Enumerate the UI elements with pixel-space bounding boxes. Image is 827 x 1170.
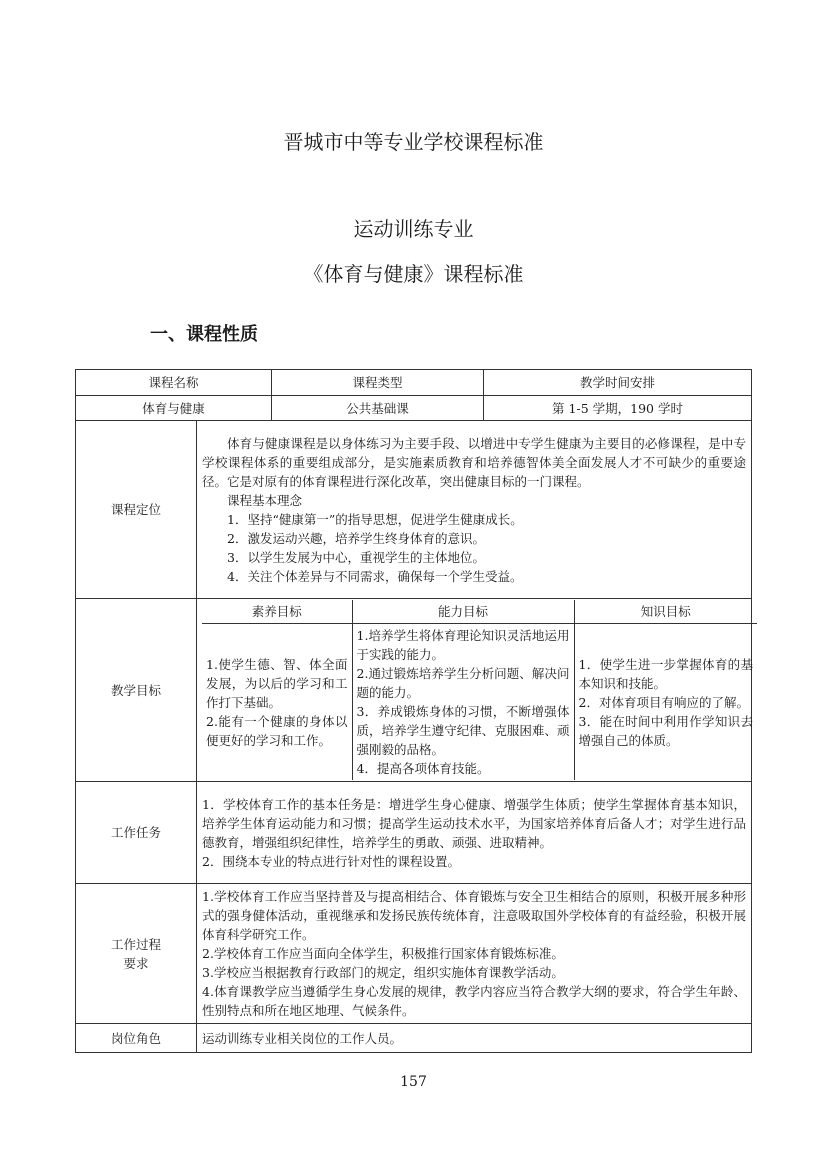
- section-heading-course-nature: 一、课程性质: [150, 324, 258, 345]
- label-positioning: 课程定位: [76, 421, 197, 599]
- goal-item: 1．使学生进一步掌握体育的基本知识和技能。: [578, 656, 753, 691]
- process-item: 1.学校体育工作应当坚持普及与提高相结合、体育锻炼与安全卫生相结合的原则，积极开展多种形式的强身健体活动，重视继承和发扬民族传统体育，注意吸取国外学校体育的有益经验，积极开展体育科学研究工作。: [202, 889, 747, 942]
- page-number: 157: [400, 1074, 427, 1090]
- cell-schedule: 第 1-5 学期，190 学时: [484, 396, 752, 421]
- table-row-tasks: [76, 782, 752, 884]
- course-title: 《体育与健康》课程标准: [303, 262, 524, 286]
- cell-literacy-goals: [202, 624, 352, 781]
- process-item: 4.体育课教学应当遵循学生身心发展的规律，教学内容应当符合教学大纲的要求，符合学生年龄、性别特点和所在地区地理、气候条件。: [202, 984, 747, 1018]
- label-process-line1: 工作过程: [110, 936, 161, 952]
- goal-item: 3．养成锻炼身体的习惯，不断增强体质，培养学生遵守纪律、克服困难、顽强刚毅的品格。: [356, 704, 570, 757]
- process-item: 2.学校体育工作应当面向全体学生，积极推行国家体育锻炼标准。: [202, 946, 564, 961]
- header-literacy-goals: 素养目标: [202, 600, 352, 624]
- table-row-course: [76, 396, 752, 421]
- cell-course-name: 体育与健康: [76, 396, 272, 421]
- concept-item: 2．激发运动兴趣，培养学生终身体育的意识。: [227, 530, 485, 546]
- course-table: [75, 369, 752, 1053]
- table-row-positioning: [76, 421, 752, 599]
- label-role: 岗位角色: [76, 1024, 197, 1053]
- document-title: 晋城市中等专业学校课程标准: [283, 130, 544, 154]
- concept-item: 1．坚持“健康第一”的指导思想，促进学生健康成长。: [227, 511, 523, 527]
- cell-tasks: [197, 782, 752, 884]
- process-item: 3.学校应当根据教育行政部门的规定，组织实施体育课教学活动。: [202, 965, 564, 980]
- header-schedule: 教学时间安排: [484, 370, 752, 396]
- table-header-row: [76, 370, 752, 396]
- major-name: 运动训练专业: [353, 217, 474, 241]
- goals-content-row: [202, 624, 757, 781]
- header-ability-goals: 能力目标: [352, 600, 574, 624]
- positioning-paragraph: 体育与健康课程是以身体练习为主要手段、以增进中专学生健康为主要目的必修课程，是中专学校课程体系的重要组成部分，是实施素质教育和培养德智体美全面发展人才不可缺少的重要途径。它是对原有的体育课程进行深化改革，突出健康目标的一门课程。: [202, 435, 747, 489]
- goal-item: 2.通过锻炼培养学生分析问题、解决问题的能力。: [356, 666, 570, 700]
- task-item: 1．学校体育工作的基本任务是：增进学生身心健康、增强学生体质；使学生掌握体育基本知识，培养学生体育运动能力和习惯；提高学生运动技术水平，为国家培养体育后备人才；对学生进行品德教育，增强组织纪律性，培养学生的勇敢、顽强、进取精神。: [202, 796, 747, 850]
- header-course-type: 课程类型: [272, 370, 484, 396]
- table-row-goals: [76, 599, 752, 782]
- goal-item: 2．对体育项目有响应的了解。: [578, 694, 749, 710]
- concept-title: 课程基本理念: [227, 492, 303, 508]
- cell-positioning: [197, 421, 752, 599]
- cell-goals: [197, 599, 752, 782]
- goals-subtable: [202, 600, 757, 780]
- goal-item: 1.使学生德、智、体全面发展，为以后的学习和工作打下基础。: [206, 656, 348, 710]
- header-knowledge-goals: 知识目标: [574, 600, 757, 624]
- cell-ability-goals: [352, 624, 574, 781]
- label-process-line2: 要求: [123, 955, 149, 971]
- cell-process: [197, 884, 752, 1024]
- table-row-process: [76, 884, 752, 1024]
- concept-item: 4．关注个体差异与不同需求，确保每一个学生受益。: [227, 568, 523, 584]
- cell-course-type: 公共基础课: [272, 396, 484, 421]
- table-row-role: [76, 1024, 752, 1053]
- task-item: 2．围绕本专业的特点进行针对性的课程设置。: [202, 853, 460, 869]
- goal-item: 2.能有一个健康的身体以便更好的学习和工作。: [206, 713, 348, 748]
- goal-item: 1.培养学生将体育理论知识灵活地运用于实践的能力。: [356, 628, 570, 662]
- label-process: [76, 884, 197, 1024]
- goal-item: 3．能在时间中利用作学知识去增强自己的体质。: [578, 713, 753, 748]
- header-course-name: 课程名称: [76, 370, 272, 396]
- cell-role: 运动训练专业相关岗位的工作人员。: [197, 1024, 752, 1053]
- goals-header-row: [202, 600, 757, 624]
- cell-knowledge-goals: [574, 624, 757, 781]
- label-tasks: 工作任务: [76, 782, 197, 884]
- label-goals: 教学目标: [76, 599, 197, 782]
- concept-item: 3．以学生发展为中心，重视学生的主体地位。: [227, 549, 485, 565]
- goal-item: 4．提高各项体育技能。: [356, 761, 490, 776]
